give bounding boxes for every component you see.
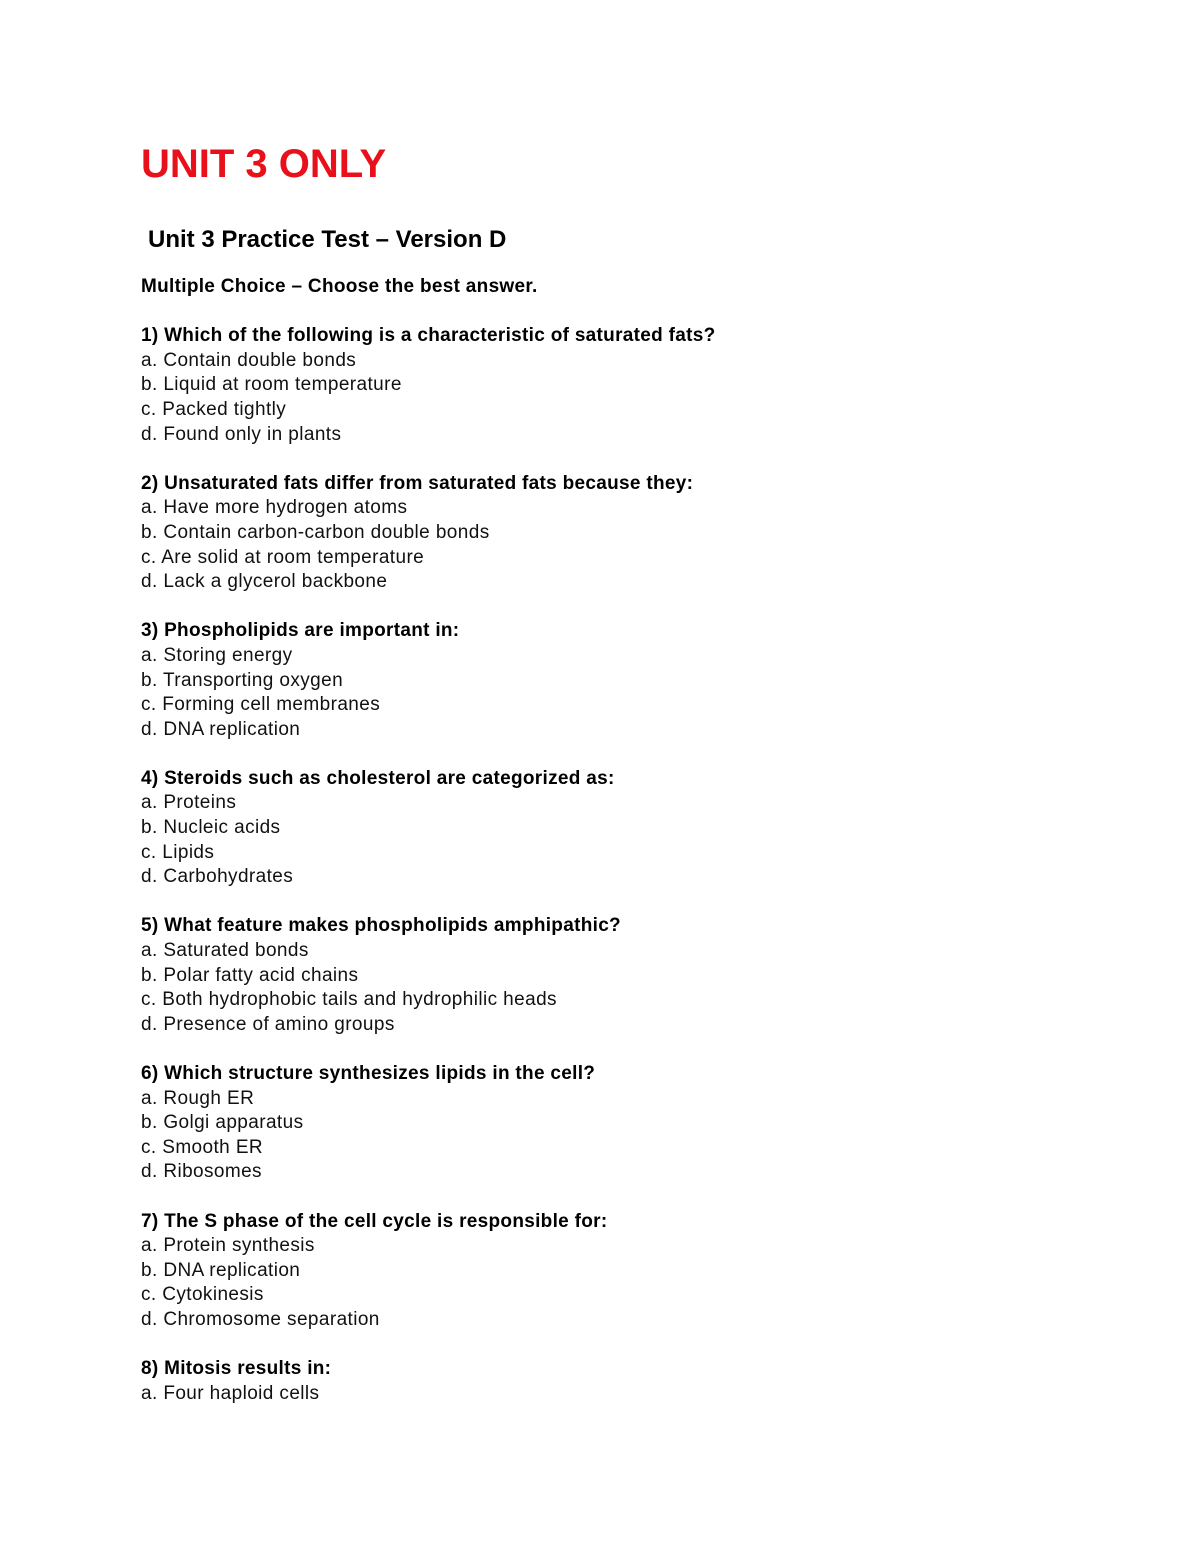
question-block <box>141 1062 1101 1185</box>
answer-option: d. Found only in plants <box>141 423 342 445</box>
answer-option: b. Contain carbon-carbon double bonds <box>141 521 490 543</box>
question-block <box>141 472 1101 595</box>
answer-option: c. Cytokinesis <box>141 1284 264 1306</box>
answer-option: a. Saturated bonds <box>141 940 309 962</box>
answer-option: d. Carbohydrates <box>141 866 294 888</box>
answer-option: a. Proteins <box>141 792 237 814</box>
answer-option: d. Chromosome separation <box>141 1308 380 1330</box>
answer-option: b. Nucleic acids <box>141 817 281 839</box>
answer-option: c. Forming cell membranes <box>141 694 381 716</box>
answer-option: b. Transporting oxygen <box>141 669 344 691</box>
answer-option: b. DNA replication <box>141 1259 301 1281</box>
answer-option: c. Smooth ER <box>141 1136 264 1158</box>
question-text: 3) Phospholipids are important in: <box>141 620 460 642</box>
question-list <box>141 324 1101 1406</box>
answer-option: c. Lipids <box>141 841 215 863</box>
question-text: 6) Which structure synthesizes lipids in the cell? <box>141 1063 596 1084</box>
answer-option: a. Four haploid cells <box>141 1382 320 1404</box>
question-block <box>141 1357 1101 1406</box>
answer-option: d. DNA replication <box>141 718 301 740</box>
question-block <box>141 767 1101 890</box>
answer-option: b. Polar fatty acid chains <box>141 964 359 986</box>
unit-heading: UNIT 3 ONLY <box>141 142 387 186</box>
question-text: 2) Unsaturated fats differ from saturated fats because they: <box>141 472 694 494</box>
answer-option: b. Liquid at room temperature <box>141 374 402 396</box>
question-text: 8) Mitosis results in: <box>141 1358 332 1380</box>
answer-option: d. Presence of amino groups <box>141 1013 395 1035</box>
answer-option: a. Contain double bonds <box>141 349 357 371</box>
question-text: 4) Steroids such as cholesterol are categorized as: <box>141 767 615 789</box>
question-text: 1) Which of the following is a characteristic of saturated fats? <box>141 325 716 347</box>
answer-option: c. Both hydrophobic tails and hydrophilic heads <box>141 989 557 1011</box>
document-content <box>141 138 1101 1406</box>
question-block <box>141 324 1101 447</box>
answer-option: d. Ribosomes <box>141 1161 262 1183</box>
instructions: Multiple Choice – Choose the best answer. <box>141 276 538 297</box>
answer-option: c. Are solid at room temperature <box>141 546 425 568</box>
answer-option: d. Lack a glycerol backbone <box>141 571 388 593</box>
answer-option: a. Have more hydrogen atoms <box>141 497 408 519</box>
question-text: 7) The S phase of the cell cycle is responsible for: <box>141 1210 608 1232</box>
question-block <box>141 1210 1101 1333</box>
answer-option: a. Protein synthesis <box>141 1235 315 1257</box>
question-block <box>141 619 1101 742</box>
question-block <box>141 914 1101 1037</box>
answer-option: c. Packed tightly <box>141 398 287 420</box>
answer-option: a. Rough ER <box>141 1087 255 1109</box>
test-title: Unit 3 Practice Test – Version D <box>148 226 507 253</box>
question-text: 5) What feature makes phospholipids amphipathic? <box>141 915 621 937</box>
answer-option: b. Golgi apparatus <box>141 1112 304 1134</box>
answer-option: a. Storing energy <box>141 644 293 666</box>
